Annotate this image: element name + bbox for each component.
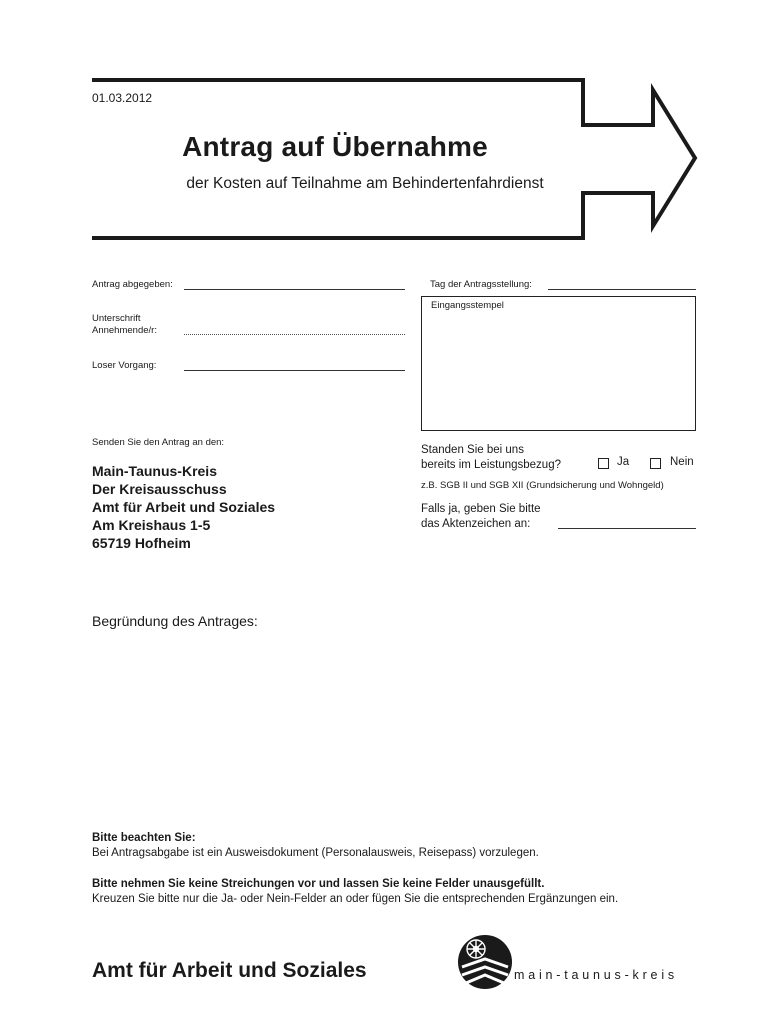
note-1-title: Bitte beachten Sie: (92, 832, 196, 844)
footer-department: Amt für Arbeit und Soziales (92, 959, 367, 982)
ja-checkbox[interactable] (598, 458, 609, 469)
note-1 (92, 831, 539, 861)
question-line: Standen Sie bei uns (421, 444, 524, 456)
begruendung-label: Begründung des Antrages: (92, 613, 258, 629)
aktenzeichen-line: Falls ja, geben Sie bitte (421, 503, 541, 515)
leistungsbezug-question (421, 443, 561, 473)
send-to-label: Senden Sie den Antrag an den: (92, 437, 225, 448)
note-1-text: Bei Antragsabgabe ist ein Ausweisdokument (Personalausweis, Reisepass) vorzulegen. (92, 847, 539, 859)
note-2-text: Kreuzen Sie bitte nur die Ja- oder Nein-Felder an oder fügen Sie die entsprechenden Ergänzungen ein. (92, 893, 619, 905)
eingangsstempel-box (421, 296, 696, 431)
tag-antragsstellung-label: Tag der Antragsstellung: (430, 279, 532, 290)
document-date: 01.03.2012 (92, 91, 153, 105)
nein-checkbox[interactable] (650, 458, 661, 469)
tag-antragsstellung-field[interactable] (548, 289, 696, 290)
address-block (92, 462, 275, 552)
eingangsstempel-label: Eingangsstempel (431, 300, 504, 311)
address-line: 65719 Hofheim (92, 535, 191, 551)
antrag-abgegeben-field[interactable] (184, 289, 405, 290)
note-2 (92, 877, 618, 907)
aktenzeichen-line: das Aktenzeichen an: (421, 518, 531, 530)
annehmende-label: Annehmende/r: (92, 325, 157, 336)
unterschrift-label: Unterschrift (92, 313, 141, 324)
main-taunus-kreis-logo-icon (456, 933, 514, 991)
sgb-hint: z.B. SGB II und SGB XII (Grundsicherung und Wohngeld) (421, 480, 664, 491)
address-line: Der Kreisausschuss (92, 481, 227, 497)
header-arrow-frame (0, 0, 770, 260)
begruendung-field[interactable] (92, 635, 696, 815)
aktenzeichen-field[interactable] (558, 528, 696, 529)
question-line: bereits im Leistungsbezug? (421, 459, 561, 471)
antrag-abgegeben-label: Antrag abgegeben: (92, 279, 173, 290)
logo-wordmark: main-taunus-kreis (514, 968, 678, 982)
loser-vorgang-label: Loser Vorgang: (92, 360, 157, 371)
ja-label: Ja (617, 456, 630, 468)
address-line: Amt für Arbeit und Soziales (92, 499, 276, 515)
address-line: Main-Taunus-Kreis (92, 463, 217, 479)
nein-label: Nein (670, 456, 694, 468)
page-title: Antrag auf Übernahme (182, 131, 488, 162)
page-subtitle: der Kosten auf Teilnahme am Behindertenfahrdienst (186, 175, 544, 192)
note-2-title: Bitte nehmen Sie keine Streichungen vor und lassen Sie keine Felder unausgefüllt. (92, 878, 545, 890)
unterschrift-field[interactable] (184, 334, 405, 335)
aktenzeichen-question (421, 502, 541, 532)
loser-vorgang-field[interactable] (184, 370, 405, 371)
address-line: Am Kreishaus 1-5 (92, 517, 211, 533)
